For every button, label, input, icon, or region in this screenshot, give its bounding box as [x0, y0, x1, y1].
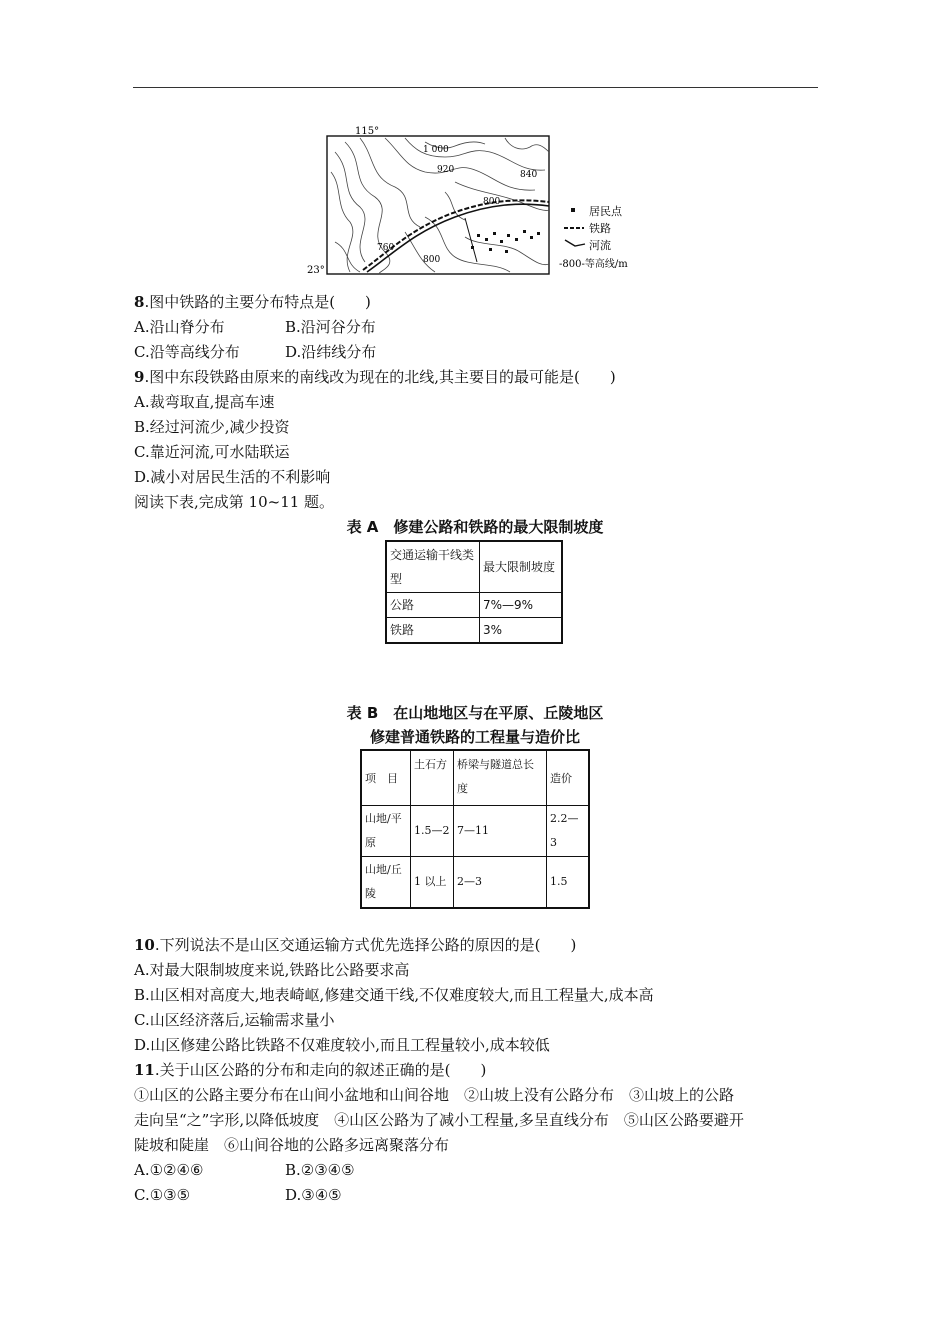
q10-stem: 10.下列说法不是山区交通运输方式优先选择公路的原因的是( ): [134, 936, 577, 954]
table-a-cell: 公路: [386, 593, 480, 618]
q8-option-c: C.沿等高线分布: [134, 343, 240, 361]
q9-option-a: A.裁弯取直,提高车速: [134, 393, 275, 411]
q8-option-d: D.沿纬线分布: [285, 343, 377, 361]
table-b-cell: 2.2—3: [547, 806, 590, 857]
table-row: [386, 541, 562, 593]
q11-option-a: A.①②④⑥: [134, 1161, 204, 1179]
q11-statements-line3: 陡坡和陡崖 ⑥山间谷地的公路多远离聚落分布: [134, 1136, 450, 1154]
table-b-cell: 1.5: [547, 857, 590, 909]
q8-stem: 8.图中铁路的主要分布特点是( ): [134, 293, 371, 311]
table-b-header: 项 目: [361, 750, 411, 806]
map-legend: [559, 204, 628, 270]
contour-label: 840: [520, 170, 538, 180]
table-a-caption: 表 A 修建公路和铁路的最大限制坡度: [346, 518, 604, 536]
table-b-cell: 山地/丘陵: [361, 857, 411, 909]
legend-river: 河流: [589, 239, 611, 252]
q11-stem: 11.关于山区公路的分布和走向的叙述正确的是( ): [134, 1061, 487, 1079]
q11-option-b: B.②③④⑤: [285, 1161, 355, 1179]
table-b-header: 造价: [547, 750, 590, 806]
latitude-label: 23°: [307, 265, 325, 276]
table-b-cell: 山地/平原: [361, 806, 411, 857]
q10-option-b: B.山区相对高度大,地表崎岖,修建交通干线,不仅难度较大,而且工程量大,成本高: [134, 986, 654, 1004]
q11-option-c: C.①③⑤: [134, 1186, 191, 1204]
table-a-cell: 7%—9%: [480, 593, 563, 618]
longitude-label: 115°: [355, 126, 380, 137]
q9-option-d: D.减小对居民生活的不利影响: [134, 468, 331, 486]
table-b-cell: 2—3: [454, 857, 547, 909]
table-a: [385, 540, 563, 644]
table-row: [386, 593, 562, 618]
table-b-cell: 7—11: [454, 806, 547, 857]
legend-railway: 铁路: [589, 222, 611, 235]
legend-settlement: 居民点: [589, 205, 622, 218]
q9-stem: 9.图中东段铁路由原来的南线改为现在的北线,其主要目的最可能是( ): [134, 368, 616, 386]
table-b-caption-line2: 修建普通铁路的工程量与造价比: [369, 728, 580, 746]
q10-option-c: C.山区经济落后,运输需求量小: [134, 1011, 335, 1029]
table-b-cell: 1.5—2: [411, 806, 454, 857]
table-a-header-type: 交通运输干线类型: [386, 541, 480, 593]
table-b-cell: 1 以上: [411, 857, 454, 909]
river-legend-icon: [565, 240, 585, 246]
q11-statements-line1: ①山区的公路主要分布在山间小盆地和山间谷地 ②山坡上没有公路分布 ③山坡上的公路: [134, 1086, 735, 1104]
contour-label: 800: [483, 197, 501, 207]
q11-option-d: D.③④⑤: [285, 1186, 342, 1204]
q9-option-b: B.经过河流少,减少投资: [134, 418, 290, 436]
table-b-caption-line1: 表 B 在山地地区与在平原、丘陵地区: [346, 704, 604, 722]
q10-option-d: D.山区修建公路比铁路不仅难度较小,而且工程量较小,成本较低: [134, 1036, 550, 1054]
table-b-header: 土石方: [411, 750, 454, 806]
q11-statements-line2: 走向呈“之”字形,以降低坡度 ④山区公路为了减小工程量,多呈直线分布 ⑤山区公路要避开: [134, 1111, 744, 1129]
reading-intro: 阅读下表,完成第 10~11 题。: [134, 493, 335, 511]
legend-contour: -800-等高线/m: [559, 259, 628, 270]
contour-map: [305, 122, 645, 280]
table-a-cell: 铁路: [386, 618, 480, 644]
q8-option-a: A.沿山脊分布: [134, 318, 225, 336]
contour-label: 760: [377, 243, 395, 253]
contour-label: 1 000: [423, 145, 449, 155]
table-row: [361, 750, 589, 806]
table-b: [360, 749, 590, 909]
q8-option-b: B.沿河谷分布: [285, 318, 376, 336]
table-row: [361, 806, 589, 857]
table-row: [386, 618, 562, 644]
contour-label: 800: [423, 255, 441, 265]
q10-option-a: A.对最大限制坡度来说,铁路比公路要求高: [134, 961, 410, 979]
table-a-header-slope: 最大限制坡度: [480, 541, 563, 593]
table-a-cell: 3%: [480, 618, 563, 644]
settlement-legend-icon: [571, 208, 575, 212]
table-row: [361, 857, 589, 909]
q9-option-c: C.靠近河流,可水陆联运: [134, 443, 290, 461]
header-rule: [133, 87, 818, 88]
contour-label: 920: [437, 165, 455, 175]
table-b-header: 桥梁与隧道总长度: [454, 750, 547, 806]
